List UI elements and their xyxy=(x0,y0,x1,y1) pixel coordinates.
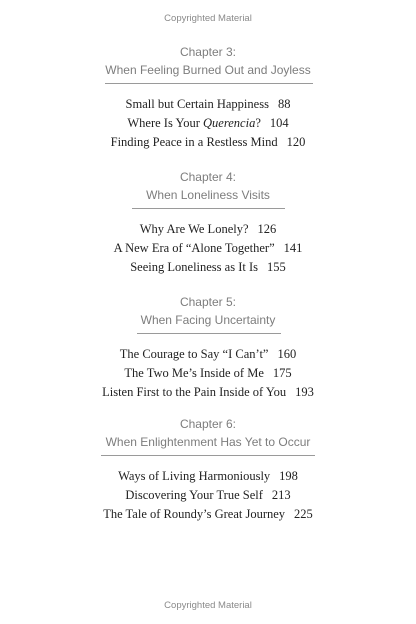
toc-entry[interactable] xyxy=(0,467,416,486)
chapter-number: Chapter 6: xyxy=(179,417,237,431)
toc-entry[interactable] xyxy=(0,220,416,239)
copyright-footer: Copyrighted Material xyxy=(164,600,252,611)
toc-entries xyxy=(0,220,416,277)
entry-page: 88 xyxy=(277,97,291,111)
chapter-divider xyxy=(105,83,313,84)
entry-title: The Tale of Roundy’s Great Journey xyxy=(103,507,286,521)
entry-title: Seeing Loneliness as It Is xyxy=(130,260,258,274)
toc-entries xyxy=(0,345,416,402)
entry-page: 126 xyxy=(257,222,277,236)
chapter-title: When Feeling Burned Out and Joyless xyxy=(105,63,311,77)
entry-page: 225 xyxy=(294,507,313,521)
entry-page: 175 xyxy=(272,366,292,380)
toc-entry[interactable] xyxy=(0,383,416,402)
toc-entry[interactable] xyxy=(0,486,416,505)
entry-title-italic: Querencia xyxy=(203,116,256,130)
entry-title: Why Are We Lonely? xyxy=(139,222,249,236)
entry-title: The Two Me’s Inside of Me xyxy=(124,366,264,380)
toc-entry[interactable] xyxy=(0,345,416,364)
entry-page: 155 xyxy=(267,260,286,274)
chapter-title: When Enlightenment Has Yet to Occur xyxy=(105,435,311,449)
entry-page: 141 xyxy=(283,241,303,255)
chapter-divider xyxy=(101,455,315,456)
entry-title: A New Era of “Alone Together” xyxy=(113,241,275,255)
toc-entry[interactable] xyxy=(0,505,416,524)
toc-entry[interactable] xyxy=(0,239,416,258)
toc-entry[interactable] xyxy=(0,133,416,152)
entry-title: The Courage to Say “I Can’t” xyxy=(119,347,269,361)
chapter-number: Chapter 5: xyxy=(179,295,237,309)
toc-entry[interactable] xyxy=(0,364,416,383)
entry-page: 120 xyxy=(286,135,306,149)
copyright-header: Copyrighted Material xyxy=(164,13,252,24)
toc-entry[interactable] xyxy=(0,114,416,133)
toc-entries xyxy=(0,95,416,152)
entry-title: Finding Peace in a Restless Mind xyxy=(110,135,278,149)
chapter-divider xyxy=(132,208,285,209)
entry-title: Listen First to the Pain Inside of You xyxy=(102,385,287,399)
toc-entry[interactable] xyxy=(0,95,416,114)
toc-entry[interactable] xyxy=(0,258,416,277)
entry-title: Small but Certain Happiness xyxy=(125,97,269,111)
entry-page: 193 xyxy=(295,385,314,399)
chapter-title: When Loneliness Visits xyxy=(146,188,270,202)
entry-page: 213 xyxy=(271,488,291,502)
entry-page: 104 xyxy=(269,116,289,130)
toc-entries xyxy=(0,467,416,524)
entry-title: Discovering Your True Self xyxy=(125,488,263,502)
chapter-number: Chapter 4: xyxy=(179,170,237,184)
chapter-divider xyxy=(137,333,281,334)
entry-page: 198 xyxy=(279,469,298,483)
chapter-number: Chapter 3: xyxy=(179,45,237,59)
chapter-title: When Facing Uncertainty xyxy=(140,313,276,327)
entry-page: 160 xyxy=(277,347,297,361)
entry-title: Ways of Living Harmoniously xyxy=(118,469,271,483)
entry-title: Where Is Your Querencia? xyxy=(127,116,261,130)
